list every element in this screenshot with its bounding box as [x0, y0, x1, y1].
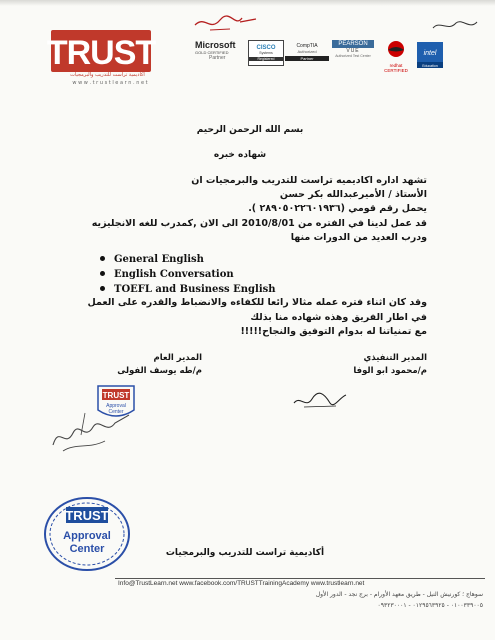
certificate-title: شهاده خبره — [213, 150, 267, 160]
footer-divider — [115, 578, 485, 579]
redhat-hat-icon — [382, 40, 410, 58]
pearson-name: PEARSON — [332, 40, 374, 48]
svg-text:Approval: Approval — [63, 530, 111, 542]
svg-text:TRUST: TRUST — [102, 391, 130, 400]
general-manager-title: المدير العام — [153, 353, 202, 363]
cisco-badge: Registered — [249, 57, 283, 61]
svg-text:Center: Center — [69, 543, 105, 555]
svg-text:TRUST: TRUST — [65, 508, 109, 523]
microsoft-partner-logo — [195, 40, 245, 66]
svg-text:TRUST: TRUST — [46, 34, 156, 72]
redhat-name: redhat — [389, 63, 403, 68]
body-line-3: يحمل رقم قومي (٢٨٩٠٥٠٢٢٦٠١٩٣٦ ). — [248, 203, 427, 214]
svg-text:intel: intel — [423, 50, 437, 57]
handwritten-mark — [190, 10, 260, 34]
microsoft-partner: Partner — [209, 55, 226, 61]
logo-url: w w w . t r u s t l e a r n . n e t — [72, 80, 148, 86]
pearson-vue-logo — [332, 40, 374, 66]
cisco-sub: Systems — [259, 51, 273, 55]
footer-address: سوهاج ؛ كورنيش النيل - طريق معهد الأورام - برج نجد - الدور الأول — [315, 591, 483, 598]
body-line-8: مع تمنياتنا له بدوام التوفيق والنجاح!!!!! — [240, 326, 427, 337]
redhat-sub: CERTIFIED — [384, 68, 408, 73]
body-line-5: ودرب العديد من الدورات منها — [290, 232, 427, 243]
pearson-sub: VUE — [346, 48, 360, 54]
footer-web-links: Info@TrustLearn.net www.facebook.com/TRUSTTrainingAcademy www.trustlearn.net — [118, 580, 365, 587]
course-item — [100, 282, 360, 297]
general-manager-signature — [45, 405, 135, 457]
pearson-note: Authorized Test Center — [335, 54, 371, 58]
footer-title: أكاديمية تراست للتدريب والبرمجيات — [165, 548, 325, 558]
microsoft-sub: GOLD CERTIFIED — [195, 50, 229, 55]
scan-edge — [0, 0, 495, 6]
basmala: بسم الله الرحمن الرحيم — [196, 125, 304, 135]
intel-logo — [416, 40, 444, 70]
course-name: English Conversation — [114, 269, 234, 280]
cisco-name: CISCO — [256, 45, 276, 51]
body-line-7: في اطار الفريق وهذه شهاده منا بذلك — [250, 312, 427, 323]
exec-director-signature — [290, 385, 350, 413]
svg-text:Center: Center — [108, 409, 124, 415]
course-name: General English — [114, 254, 204, 265]
comptia-sub: Authorized — [297, 49, 317, 54]
body-line-4: قد عمل لدينا في الفتره من 2010/8/01 الى الان ,كمدرب للغه الانجليزيه — [91, 218, 427, 229]
comptia-logo — [285, 40, 329, 64]
approval-stamp-large — [42, 495, 132, 573]
body-line-2: الأستاذ / الأميرعبدالله بكر حسن — [279, 189, 427, 200]
course-list — [100, 252, 360, 297]
svg-text:Education: Education — [422, 64, 438, 68]
course-name: TOEFL and Business English — [114, 284, 276, 295]
comptia-name: CompTIA — [296, 43, 318, 49]
course-item — [100, 267, 360, 282]
exec-director-name: م/محمود ابو الوفا — [353, 366, 427, 376]
redhat-logo — [382, 40, 410, 73]
comptia-badge: Partner — [285, 56, 329, 61]
bullet-icon — [100, 271, 105, 276]
handwritten-mark-right — [430, 14, 480, 36]
footer-phones: ٠١٠٠٣٣٩٠٠٥ - ٠١٢٩٥٦٣٩٢٥ - ٠٩٣٢٣٠٠٠١ — [377, 602, 483, 609]
cisco-logo — [248, 40, 284, 66]
body-line-6: وقد كان اثناء فتره عمله مثالا رائعا للكفاءه والانضباط والقدره على العمل — [87, 297, 427, 308]
course-item — [100, 252, 360, 267]
exec-director-title: المدير التنفيذي — [363, 353, 427, 363]
svg-text:Approval: Approval — [106, 403, 126, 409]
microsoft-name: Microsoft — [195, 40, 236, 50]
bullet-icon — [100, 286, 105, 291]
body-line-1: تشهد اداره اكاديميه تراست للتدريب والبرمجيات ان — [191, 175, 427, 186]
general-manager-name: م/طه يوسف الفولى — [117, 366, 202, 376]
bullet-icon — [100, 256, 105, 261]
logo-tagline: أكاديمية تراست للتدريب والبرمجيات — [70, 72, 145, 78]
